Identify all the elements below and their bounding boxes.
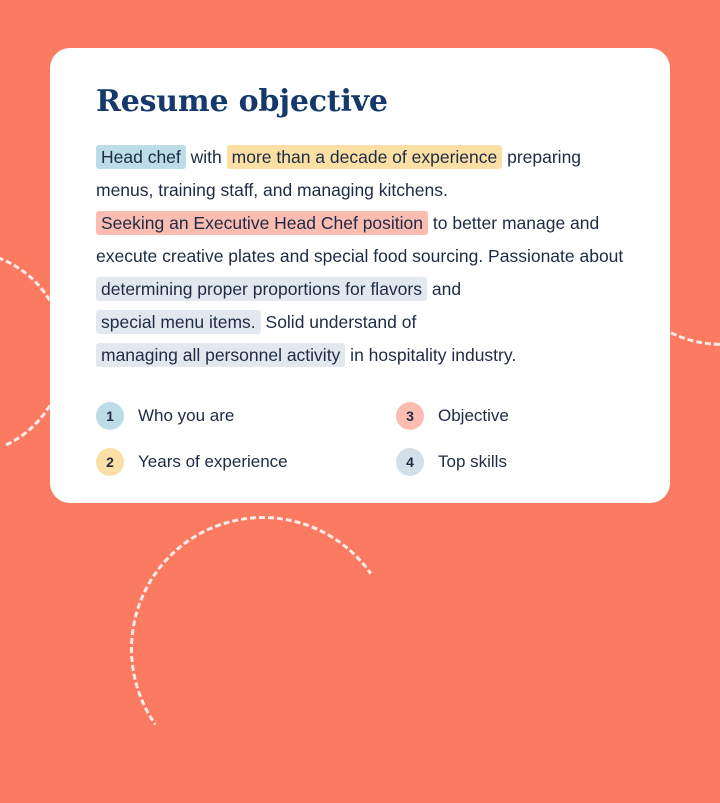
legend-badge-2: 2 bbox=[96, 448, 124, 476]
highlight-objective: Seeking an Executive Head Chef position bbox=[96, 211, 428, 235]
resume-objective-card bbox=[50, 48, 670, 503]
legend-item-who-you-are bbox=[96, 402, 396, 430]
legend-label-3: Objective bbox=[438, 406, 509, 425]
page-title: Resume objective bbox=[96, 84, 388, 119]
text-segment: preparing menus, training staff, and managing kitchens. bbox=[96, 147, 582, 200]
decorative-arc-bottom bbox=[109, 495, 417, 803]
highlight-top-skill-2: special menu items. bbox=[96, 310, 261, 334]
text-segment: and bbox=[427, 279, 462, 299]
text-segment: in hospitality industry. bbox=[345, 345, 517, 365]
highlight-who-you-are: Head chef bbox=[96, 145, 186, 169]
highlight-years-of-experience: more than a decade of experience bbox=[227, 145, 503, 169]
legend-badge-3: 3 bbox=[396, 402, 424, 430]
legend-badge-1: 1 bbox=[96, 402, 124, 430]
highlight-top-skill-1: determining proper proportions for flavors bbox=[96, 277, 427, 301]
legend-item-years-of-experience bbox=[96, 448, 396, 476]
highlight-top-skill-3: managing all personnel activity bbox=[96, 343, 345, 367]
legend-label-1: Who you are bbox=[138, 406, 235, 425]
text-segment: Solid understand of bbox=[260, 312, 417, 332]
legend-label-4: Top skills bbox=[438, 452, 507, 471]
objective-paragraph bbox=[96, 141, 624, 372]
text-segment: to better manage and execute creative plates and special food sourcing. Passionate about bbox=[96, 213, 624, 266]
legend bbox=[96, 402, 624, 476]
legend-item-objective bbox=[396, 402, 624, 430]
legend-badge-4: 4 bbox=[396, 448, 424, 476]
text-segment: with bbox=[185, 147, 227, 167]
legend-label-2: Years of experience bbox=[138, 452, 288, 471]
legend-item-top-skills bbox=[396, 448, 624, 476]
